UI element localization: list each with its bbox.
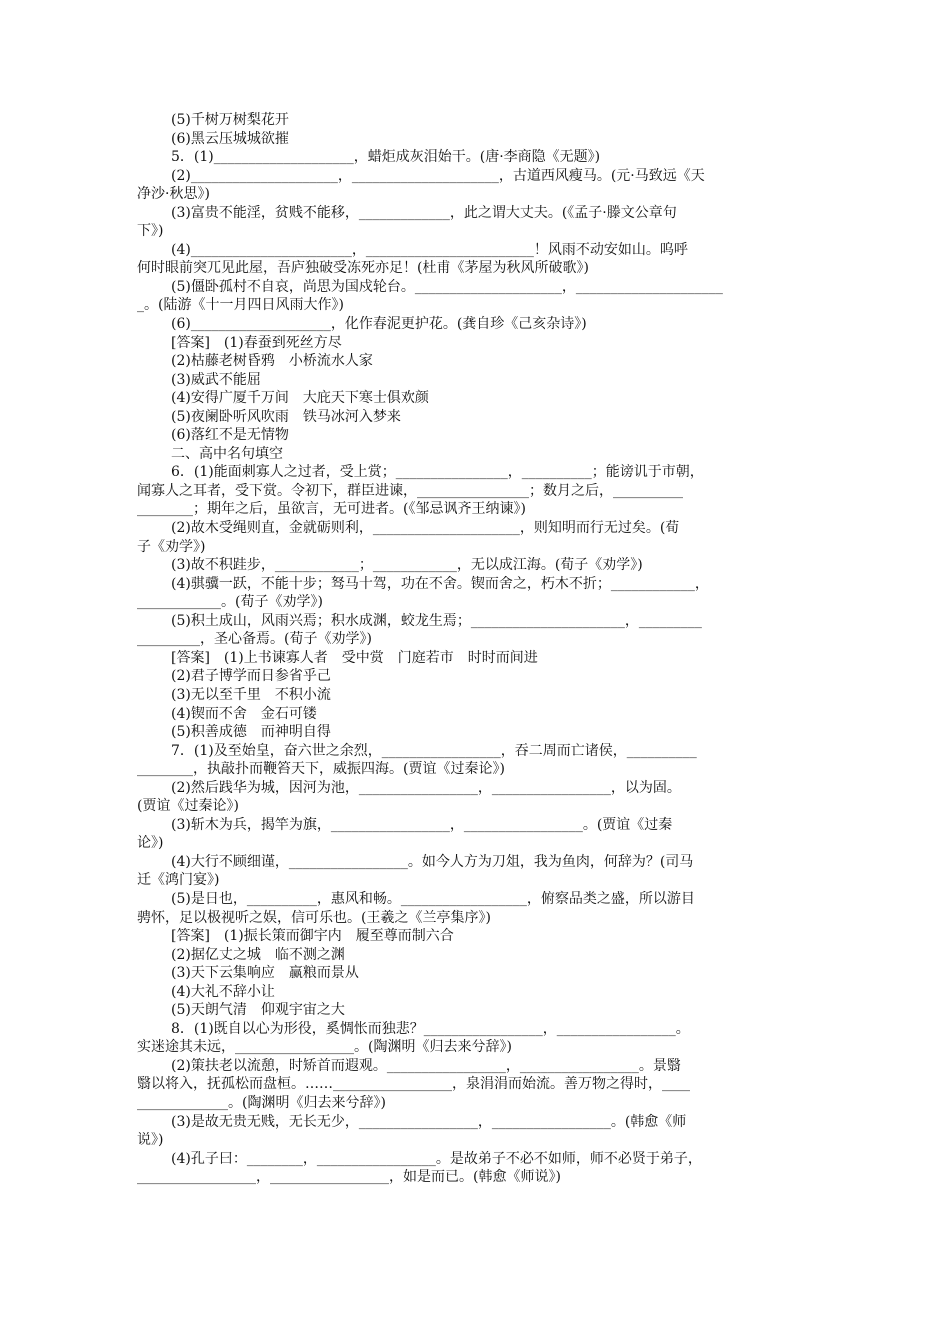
- text-line: 迁《鸿门宴》): [137, 872, 220, 889]
- text-line: (5)天朗气清 仰观宇宙之大: [171, 1002, 345, 1019]
- text-line: (2)策扶老以流憩，时矫首而遐观。_________________，_________________。景翳: [171, 1057, 681, 1074]
- text-line: (5)僵卧孤村不自哀，尚思为国戍轮台。_____________________，_____________________: [171, 278, 723, 295]
- text-line: ________；期年之后，虽欲言，无可进者。(《邹忌讽齐王纳谏》): [137, 501, 526, 518]
- text-line: [答案] (1)春蚕到死丝方尽: [171, 334, 342, 351]
- text-line: [答案] (1)振长策而御宇内 履至尊而制六合: [171, 928, 454, 945]
- text-line: (4)安得广厦千万间 大庇天下寒士俱欢颜: [171, 390, 429, 407]
- text-line: 闻寡人之耳者，受下赏。令初下，群臣进谏，________________；数月之后，__________: [137, 482, 683, 499]
- text-line: (4)锲而不舍 金石可镂: [171, 705, 317, 722]
- text-line: (2)然后践华为城，因河为池，_________________，_________________，以为固。: [171, 779, 681, 796]
- text-line: (4)骐骥一跃，不能十步；驽马十驾，功在不舍。锲而舍之，朽木不折；____________，: [171, 575, 709, 592]
- text-line: _____________。(陶渊明《归去来兮辞》): [137, 1094, 386, 1111]
- text-line: (2)君子博学而日参省乎己: [171, 668, 331, 685]
- text-line: (5)积善成德 而神明自得: [171, 724, 331, 741]
- text-line: (3)威武不能屈: [171, 371, 261, 388]
- text-line: (4)孔子曰：________，_________________。是故弟子不必不如师，师不必贤于弟子，: [171, 1150, 702, 1167]
- text-line: (2)故木受绳则直，金就砺则利，_____________________，则知明而行无过矣。(荀: [171, 520, 680, 537]
- text-line: (2)据亿丈之城 临不测之渊: [171, 946, 345, 963]
- text-line: (2)枯藤老树昏鸦 小桥流水人家: [171, 353, 373, 370]
- text-line: (4)_______________________，________________________！风雨不动安如山。呜呼: [171, 241, 688, 258]
- text-line: _________，圣心备焉。(荀子《劝学》): [137, 631, 372, 648]
- document-page: [137, 111, 817, 1187]
- text-line: 翳以将入，抚孤松而盘桓。……_________________，泉涓涓而始流。善万物之得时，____: [137, 1076, 690, 1093]
- text-line: _。(陆游《十一月四日风雨大作》): [137, 297, 344, 314]
- text-line: (贾谊《过秦论》): [137, 798, 239, 815]
- text-line: (6)黑云压城城欲摧: [171, 130, 289, 147]
- text-line: (3)斩木为兵，揭竿为旗，_________________，_________________。(贾谊《过秦: [171, 816, 673, 833]
- text-line: 子《劝学》): [137, 538, 206, 555]
- text-line: (5)积土成山，风雨兴焉；积水成渊，蛟龙生焉；______________________，_________: [171, 612, 702, 629]
- text-line: (5)夜阑卧听风吹雨 铁马冰河入梦来: [171, 408, 401, 425]
- text-line: 二、高中名句填空: [171, 445, 283, 462]
- text-line: ____________。(荀子《劝学》): [137, 594, 323, 611]
- text-line: ________，执敲扑而鞭笞天下，威振四海。(贾谊《过秦论》): [137, 761, 505, 778]
- text-line: 下》): [137, 223, 164, 240]
- text-line: 实迷途其未远，_________________。(陶渊明《归去来兮辞》): [137, 1039, 512, 1056]
- text-line: 论》): [137, 835, 164, 852]
- text-line: (3)富贵不能淫，贫贱不能移，_____________，此之谓大丈夫。(《孟子·滕文公章句: [171, 204, 677, 221]
- text-line: 骋怀，足以极视听之娱，信可乐也。(王羲之《兰亭集序》): [137, 909, 491, 926]
- text-line: (2)_____________________，_____________________，古道西风瘦马。(元·马致远《天: [171, 167, 705, 184]
- text-line: 净沙·秋思》): [137, 186, 210, 203]
- text-line: (6)落红不是无情物: [171, 427, 289, 444]
- text-line: (3)是故无贵无贱，无长无少，_________________，_________________。(韩愈《师: [171, 1113, 687, 1130]
- text-line: (3)无以至千里 不积小流: [171, 686, 331, 703]
- text-line: (6)____________________，化作春泥更护花。(龚自珍《己亥杂诗》): [171, 316, 587, 333]
- text-line: (3)故不积跬步，____________；____________，无以成江海。(荀子《劝学》): [171, 557, 643, 574]
- text-line: _________________，_________________，如是而已。(韩愈《师说》): [137, 1169, 561, 1186]
- text-line: 6．(1)能面刺寡人之过者，受上赏；________________，__________；能谤讥于市朝，: [171, 464, 704, 481]
- text-line: 说》): [137, 1132, 164, 1149]
- text-line: 7．(1)及至始皇，奋六世之余烈，_________________，吞二周而亡诸侯，__________: [171, 742, 697, 759]
- text-line: (4)大行不顾细谨，_________________。如今人方为刀俎，我为鱼肉，何辞为？(司马: [171, 853, 694, 870]
- text-line: (5)是日也，__________，惠风和畅。__________________，俯察品类之盛，所以游目: [171, 890, 695, 907]
- text-line: 何时眼前突兀见此屋，吾庐独破受冻死亦足！(杜甫《茅屋为秋风所破歌》): [137, 260, 589, 277]
- text-line: (5)千树万树梨花开: [171, 112, 289, 128]
- text-line: (4)大礼不辞小让: [171, 983, 275, 1000]
- text-line: 5．(1)____________________，蜡炬成灰泪始干。(唐·李商隐《无题》): [171, 149, 601, 166]
- text-line: 8．(1)既自以心为形役，奚惆怅而独悲？_________________，_________________。: [171, 1020, 690, 1037]
- text-line: [答案] (1)上书谏寡人者 受中赏 门庭若市 时时而间进: [171, 649, 538, 666]
- text-line: (3)天下云集响应 赢粮而景从: [171, 965, 359, 982]
